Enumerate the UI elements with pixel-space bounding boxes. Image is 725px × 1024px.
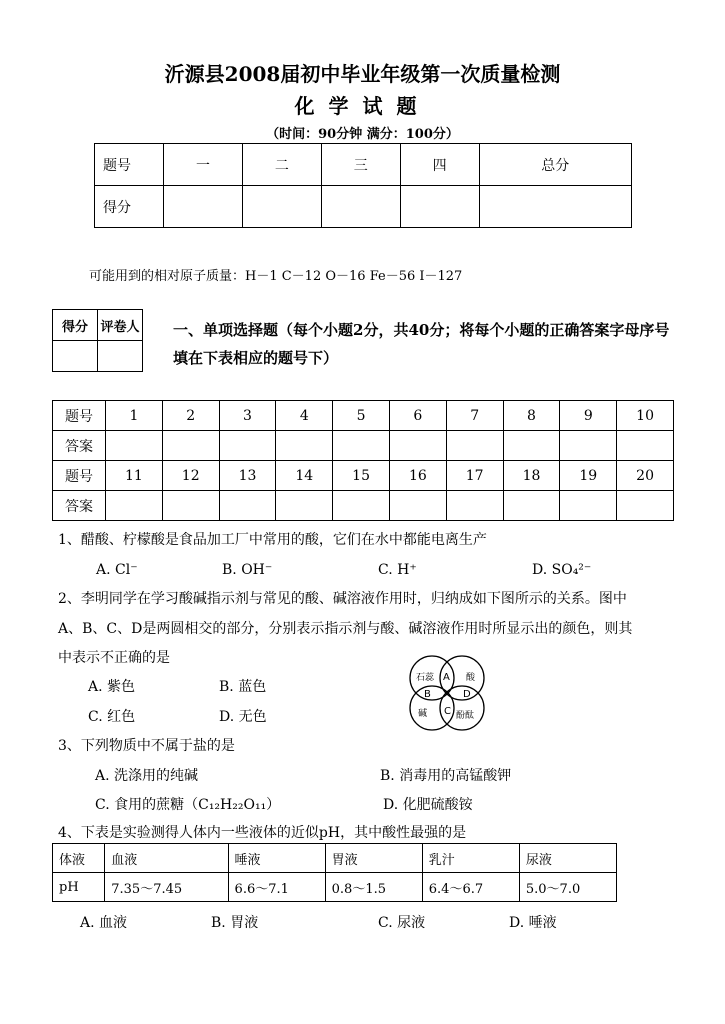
answer-cell[interactable] <box>106 431 163 461</box>
subject-title: 化学试题 <box>294 94 431 118</box>
exam-info: （时间：90分钟 满分：100分） <box>266 127 459 142</box>
answer-cell[interactable] <box>276 491 333 521</box>
grader-score-label: 得分 <box>53 310 98 341</box>
score-cell[interactable] <box>400 186 479 228</box>
label-phenolphthalein: 酚酞 <box>456 711 475 721</box>
question-number: 11 <box>106 461 163 491</box>
question-number: 20 <box>617 461 674 491</box>
answer-cell[interactable] <box>617 491 674 521</box>
grader-name-cell[interactable] <box>98 341 143 372</box>
score-table-header-label: 题号 <box>95 144 164 186</box>
ph-header: 胃液 <box>325 844 422 873</box>
score-cell[interactable] <box>242 186 321 228</box>
score-col-1: 一 <box>164 144 243 186</box>
answer-cell[interactable] <box>503 491 560 521</box>
question-number: 16 <box>389 461 446 491</box>
q2-option-a[interactable]: A. 紫色 <box>88 679 136 695</box>
region-b: B <box>424 689 431 700</box>
q2-stem-line1: 2、李明同学在学习酸碱指示剂与常见的酸、碱溶液作用时，归纳成如下图所示的关系。图中 <box>58 591 627 607</box>
score-col-3: 三 <box>321 144 400 186</box>
score-cell[interactable] <box>164 186 243 228</box>
label-litmus: 石蕊 <box>416 673 435 683</box>
section1-heading: 一、单项选择题（每个小题2分，共40分；将每个小题的正确答案字母序号填在下表相应的题号下） <box>173 321 670 367</box>
grader-score-cell[interactable] <box>53 341 98 372</box>
ph-value: 0.8～1.5 <box>325 873 422 902</box>
question-number: 1 <box>106 401 163 431</box>
score-col-total: 总分 <box>479 144 632 186</box>
q4-option-b[interactable]: B. 胃液 <box>211 915 259 931</box>
ph-header: 乳汁 <box>422 844 519 873</box>
answer-cell[interactable] <box>219 491 276 521</box>
score-cell[interactable] <box>479 186 632 228</box>
answer-cell[interactable] <box>446 431 503 461</box>
answer-q-label: 题号 <box>53 461 106 491</box>
q4-option-c[interactable]: C. 尿液 <box>378 915 426 931</box>
q2-option-b[interactable]: B. 蓝色 <box>219 679 267 695</box>
answer-cell[interactable] <box>106 491 163 521</box>
q4-option-a[interactable]: A. 血液 <box>80 915 128 931</box>
answer-cell[interactable] <box>162 431 219 461</box>
answer-table <box>52 400 674 521</box>
question-number: 13 <box>219 461 276 491</box>
question-number: 18 <box>503 461 560 491</box>
answer-cell[interactable] <box>333 491 390 521</box>
q1-option-c[interactable]: C. H⁺ <box>378 562 417 578</box>
ph-value: 6.6～7.1 <box>228 873 325 902</box>
q3-option-d[interactable]: D. 化肥硫酸铵 <box>383 797 473 813</box>
region-d: D <box>463 689 471 700</box>
question-number: 12 <box>162 461 219 491</box>
q2-stem-line3: 中表示不正确的是 <box>58 650 170 666</box>
region-c: C <box>444 706 451 717</box>
answer-cell[interactable] <box>389 491 446 521</box>
atomic-masses: 可能用到的相对原子质量：H－1 C－12 O－16 Fe－56 I－127 <box>89 269 463 284</box>
q1-option-d[interactable]: D. SO₄²⁻ <box>532 562 592 578</box>
question-number: 15 <box>333 461 390 491</box>
answer-a-label: 答案 <box>53 431 106 461</box>
answer-cell[interactable] <box>560 491 617 521</box>
answer-cell[interactable] <box>389 431 446 461</box>
label-acid: 酸 <box>466 673 476 683</box>
ph-header: 血液 <box>105 844 228 873</box>
question-number: 8 <box>503 401 560 431</box>
score-col-4: 四 <box>400 144 479 186</box>
grader-name-label: 评卷人 <box>98 310 143 341</box>
score-cell[interactable] <box>321 186 400 228</box>
q4-option-d[interactable]: D. 唾液 <box>509 915 557 931</box>
q3-option-b[interactable]: B. 消毒用的高锰酸钾 <box>380 768 512 784</box>
answer-q-label: 题号 <box>53 401 106 431</box>
answer-cell[interactable] <box>446 491 503 521</box>
answer-cell[interactable] <box>219 431 276 461</box>
question-number: 7 <box>446 401 503 431</box>
region-a: A <box>443 672 450 683</box>
question-number: 17 <box>446 461 503 491</box>
answer-a-label: 答案 <box>53 491 106 521</box>
exam-title: 沂源县2008届初中毕业年级第一次质量检测 <box>164 62 561 86</box>
q3-stem: 3、下列物质中不属于盐的是 <box>58 738 235 754</box>
q1-option-b[interactable]: B. OH⁻ <box>222 562 273 578</box>
q2-stem-line2: A、B、C、D是两圆相交的部分，分别表示指示剂与酸、碱溶液作用时所显示出的颜色，则其 <box>58 621 633 637</box>
ph-header: 尿液 <box>519 844 616 873</box>
q2-option-c[interactable]: C. 红色 <box>88 709 136 725</box>
ph-value: 5.0～7.0 <box>519 873 616 902</box>
question-number: 6 <box>389 401 446 431</box>
answer-cell[interactable] <box>333 431 390 461</box>
question-number: 10 <box>617 401 674 431</box>
grader-box <box>52 309 143 372</box>
score-col-2: 二 <box>242 144 321 186</box>
q3-option-c[interactable]: C. 食用的蔗糖（C₁₂H₂₂O₁₁） <box>95 797 281 813</box>
answer-cell[interactable] <box>276 431 333 461</box>
score-table <box>94 143 632 228</box>
ph-table <box>52 843 617 902</box>
answer-cell[interactable] <box>162 491 219 521</box>
question-number: 5 <box>333 401 390 431</box>
answer-cell[interactable] <box>617 431 674 461</box>
indicator-venn-diagram <box>402 652 494 736</box>
question-number: 19 <box>560 461 617 491</box>
answer-cell[interactable] <box>560 431 617 461</box>
ph-value: pH <box>53 873 105 902</box>
ph-header: 体液 <box>53 844 105 873</box>
question-number: 9 <box>560 401 617 431</box>
ph-value: 7.35～7.45 <box>105 873 228 902</box>
q1-stem: 1、醋酸、柠檬酸是食品加工厂中常用的酸，它们在水中都能电离生产 <box>58 532 487 548</box>
q1-option-a[interactable]: A. Cl⁻ <box>96 562 138 578</box>
ph-value: 6.4～6.7 <box>422 873 519 902</box>
question-number: 14 <box>276 461 333 491</box>
question-number: 2 <box>162 401 219 431</box>
label-base: 碱 <box>418 709 428 719</box>
score-row-label: 得分 <box>95 186 164 228</box>
question-number: 3 <box>219 401 276 431</box>
question-number: 4 <box>276 401 333 431</box>
q4-stem: 4、下表是实验测得人体内一些液体的近似pH，其中酸性最强的是 <box>58 825 467 841</box>
q3-option-a[interactable]: A. 洗涤用的纯碱 <box>95 768 199 784</box>
q2-option-d[interactable]: D. 无色 <box>219 709 267 725</box>
ph-header: 唾液 <box>228 844 325 873</box>
answer-cell[interactable] <box>503 431 560 461</box>
